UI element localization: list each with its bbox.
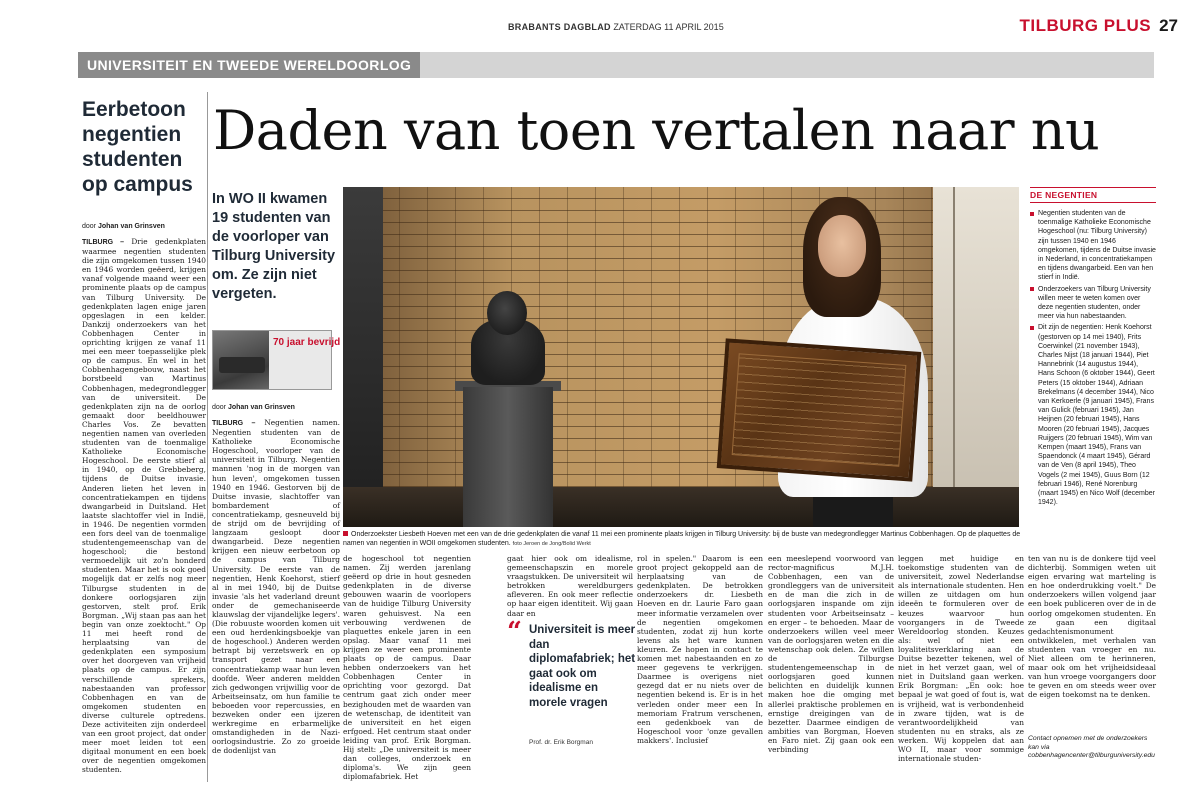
main-headline: Daden van toen vertalen naar nu <box>213 99 1100 162</box>
section-header <box>1019 16 1178 36</box>
photo-credit: foto Jeroen de Jong/Bolid Werkt <box>512 541 591 547</box>
main-article-column-6 <box>898 554 1024 780</box>
side-article-body <box>82 237 206 777</box>
woman-face <box>818 215 866 277</box>
main-article-dateline: TILBURG – <box>212 420 256 427</box>
sidebar-de-negentien <box>1030 187 1156 527</box>
main-article-column-7 <box>1028 554 1156 732</box>
main-article-column-4 <box>637 554 763 780</box>
promo-70-jaar-bevrijd <box>212 330 341 390</box>
main-article-column-2 <box>343 554 471 780</box>
section-name: TILBURG PLUS <box>1019 16 1152 35</box>
quote-mark-icon: “ <box>507 617 522 647</box>
column-text: Negentien namen. Negentien studenten van de Katholieke Economische Hogeschool, voorloper van de universiteit in Tilburg. Negentien mannen 'nog in de morgen van hun leven', omgekomen tussen 1940 en 1946. Gestorven bij de Duitse invasie, slachtoffer van bombardement of concentratiekamp, gesneuveld bij de strijd om de bevrijding of langzaam gesloopt door dwangarbeid. Deze negentien krijgen een nieuw eerbetoon op de campus van Tilburg University. De eerste van de negentien, Henk Koehorst, stierf al in mei 1940, bij de Duitse invasie 'als het vaderland dreunt onder de gemechaniseerde klauwslag der vijandelijke legers'. (Die robuuste woorden komen uit een oud herdenkingsboekje van de hogeschool.) Anderen werden betrapt bij verzetswerk en op transport gezet naar een concentratiekamp waar hun leven doofde. Weer anderen meldden zich gedwongen vrijwillig voor de Arbeitseinsatz, om hun familie te beboeden voor repercussies, en bezweken onder een ijzeren werkregime en erbarmelijke omstandigheden in de Nazi-oorlogsindustrie. Zo zo groeide de dodenlijst van <box>212 418 340 756</box>
main-article-column-3 <box>507 554 633 618</box>
masthead <box>0 0 1200 48</box>
article-intro: In WO II kwamen 19 studenten van de voorloper van Tilburg University om. Ze zijn niet vergeten. <box>212 191 336 302</box>
contact-info: Contact opnemen met de onderzoekers kan via cobbenhagencenter@tilburguniversity.edu <box>1028 735 1155 760</box>
promo-label: 70 jaar bevrijd <box>273 337 341 348</box>
caption-square-icon <box>343 531 348 536</box>
pull-quote-author: Prof. dr. Erik Borgman <box>529 739 593 746</box>
byline-prefix: door <box>212 404 227 411</box>
topic-banner-label: UNIVERSITEIT EN TWEEDE WERELDOORLOG <box>78 52 420 78</box>
pedestal <box>463 387 553 527</box>
sidebar-title: DE NEGENTIEN <box>1030 187 1156 203</box>
window-left <box>343 187 383 487</box>
column-divider <box>207 92 208 782</box>
side-article-headline: Eerbetoon negentien studenten op campus <box>82 98 193 196</box>
byline-prefix: door <box>82 223 97 230</box>
main-article-column-1 <box>212 418 340 780</box>
sidebar-bullet: Dit zijn de negentien: Henk Koehorst (gestorven op 14 mei 1940), Frits Coerwinkel (21 november 1943), Charles Nijst (18 januari 1944), Piet Hannebrink (14 augustus 1944), Hans Schoon (6 oktober 1944), Geert Peters (15 oktober 1944), Adriaan Brekelmans (4 december 1944), Nico van Kerkoerle (9 januari 1945), Frans van Gulick (februari 1945), Jan Heijnen (20 februari 1945), Hans Mooren (20 februari 1945), Jacques Ruijgers (20 februari 1945), Wim van Kempen (maart 1945), Frans van Spaendonck (4 maart 1945), Gérard van de Ven (8 april 1945), Theo Vogels (2 mei 1945), Guus Born (12 februari 1946), René Norenburg (maart 1945) en Nico Wolf (december 1942). <box>1030 323 1156 507</box>
side-article-text: Drie gedenkplaten waarmee negentien studenten die zijn omgekomen tussen 1940 en 1946 worden geëerd, krijgen vanaf volgende maand weer een prominente plaats op de campus van Tilburg University. De gedenkplaten lagen enige jaren opgeslagen in een kelder. Dankzij onderzoekers van het Cobbenhagen Center in oprichting krijgen ze vanaf 11 mei een meer toepasselijke plek op de campus. En wel in het Cobbenhagengebouw, naast het borstbeeld van Martinus Cobbenhagen, medegrondlegger van de universiteit. De gedenkplaten zijn na de oorlog gemaakt door beeldhouwer Charles Vos. Ze bevatten negentien namen van overleden studenten van de toenmalige Katholieke Economische Hogeschool. De eerste stierf al in 1940, op de Grebbeberg, tijdens de Duitse invasie. Anderen lieten het leven in concentratiekampen en tijdens dwangarbeid in Duitsland. Het laatste slachtoffer viel in Indië, in 1946. De negentien vormden een fors deel van de toenmalige studentengemeenschap van de hogeschool; die bestond vermoedelijk uit zo'n honderd studenten. Maar het is ook goed mogelijk dat er zelfs nog meer Tilburgse studenten in de donkere oorlogsjaren zijn gestorven, stelt prof. Erik Borgman. „Wij staan pas aan het begin van onze zoektocht." Op 11 mei heeft rond de herplaatsing van de gedenkplaten een symposium over het doorgeven van vrijheid plaats op de campus. Er zijn verschillende sprekers, nabestaanden van professor Cobbenhagen en van de omgekomen studenten en diverse culturele optredens. Deze activiteiten zijn onderdeel van een groot project, dat onder meer moet leiden tot een digitaal monument en een boek over de negentien omgekomen studenten. <box>82 237 206 775</box>
publication-date: ZATERDAG 11 APRIL 2015 <box>613 22 724 32</box>
sidebar-bullet: Onderzoekers van Tilburg University willen meer te weten komen over deze negentien studenten, onder meer via hun nabestaanden. <box>1030 285 1156 322</box>
main-article-byline <box>212 404 340 411</box>
column-text: gaat hier ook om idealisme, gemeenschapszin en morele vraagstukken. De universiteit wil betrokken wereldburgers afleveren. En ook meer reflectie op haar eigen identiteit. Wij gaan daar en <box>507 554 633 618</box>
side-article-byline <box>82 223 206 230</box>
main-article-column-5 <box>768 554 894 780</box>
column-text: rol in spelen." Daarom is een groot project gekoppeld aan de herplaatsing van de gedenkplaten. De betrokken onderzoekers dr. Liesbeth Hoeven en dr. Laurie Faro gaan meer informatie verzamelen over de negentien omgekomen studenten, zodat zij hun korte levens als het ware kunnen kleuren. Ze hopen in contact te komen met nabestaanden en zo meer gegevens te verkrijgen. Daarmee is overigens niet gezegd dat er nu niets over de negentien bekend is. Er is in het verleden onder meer een In memoriam Fratrum verschenen, een gedenkboek van de Hogeschool voor 'onze gevallen makkers'. Inclusief <box>637 554 763 745</box>
promo-photo <box>213 331 269 389</box>
masthead-info <box>508 22 724 32</box>
byline-author: Johan van Grinsven <box>97 223 165 230</box>
window-right <box>933 187 1019 487</box>
column-text: een meeslepend voorwoord van rector-magnificus M.J.H. Cobbenhagen, een van de grondleggers van de universiteit en de man die zich in de oorlogsjaren inspande om zijn studenten voor Arbeitseinsatz – en erger – te behoeden. Maar de onderzoekers willen veel meer van de oorlogsjaren weten en die wetenschap ook delen. Ze willen de Tilburgse studentengemeenschap in de oorlogsjaren goed kunnen belichten en duidelijk kunnen maken hoe die omging met allerlei praktische problemen en ernstige dreigingen van de bezetter. Daarmee eindigen de ambities van Borgman, Hoeven en Faro niet. Zij gaan ook een verbinding <box>768 554 894 754</box>
pull-quote-text: Universiteit is meer dan diplomafabriek; het gaat ook om idealisme en morele vragen <box>529 624 636 709</box>
topic-banner <box>78 52 1154 78</box>
byline-author: Johan van Grinsven <box>227 404 295 411</box>
side-article-dateline: TILBURG – <box>82 239 124 246</box>
newspaper-name: BRABANTS DAGBLAD <box>508 22 611 32</box>
bust-head <box>487 291 527 335</box>
photo-caption <box>343 530 1023 549</box>
sidebar-bullet: Negentien studenten van de toenmalige Katholieke Economische Hogeschool (nu: Tilburg University) zijn tussen 1940 en 1946 omgekomen, tijdens de Duitse invasie in Nederland, in concentratiekampen en tijdens dwangarbeid. Een van hen stierf in Indië. <box>1030 209 1156 283</box>
page-number: 27 <box>1159 16 1178 35</box>
sidebar-body <box>1030 209 1156 508</box>
column-text: ten van nu is de donkere tijd veel dichterbij. Sommigen weten uit eigen ervaring wat marteling is en hoe onderdrukking voelt." De onderzoekers willen volgend jaar een boek publiceren over de in de oorlog omgekomen studenten. En ze gaan een digitaal gedachtenismonument ontwikkelen, met verhalen van studenten van vroeger en nu. Niet alleen om te herinneren, maar ook om het vrijheidsideaal van hun vroege voorgangers door te geven en om steeds weer over de eigen toekomst na te denken. <box>1028 554 1156 700</box>
column-text: de hogeschool tot negentien namen. Zij werden jarenlang geëerd op drie in hout gesneden gedenkplaten in de diverse gebouwen waarin de voorlopers van de huidige Tilburg University waren gehuisvest. Na een verbouwing verdwenen de plaquettes enkele jaren in een opslag. Maar vanaf 11 mei krijgen ze weer een prominente plaats op de campus. Daar hebben onderzoekers van het Cobbenhagen Center in oprichting voor gezorgd. Dat centrum gaat zich onder meer bezighouden met de waarden van de wetenschap, de identiteit van de universiteit en het eigen erfgoed. Het centrum staat onder leiding van prof. Erik Borgman. Hij stelt: „De universiteit is meer dan colleges, onderzoek en diploma's. We zijn geen diplomafabriek. Het <box>343 554 471 782</box>
column-text: leggen met huidige en toekomstige studenten van de universiteit, zowel Nederlandse als internationale studenten. Hen willen ze uitdagen om hun ideeën te formuleren over de keuzes waarvoor hun voorgangers in de Tweede Wereldoorlog stonden. Keuzes als: wel of niet een loyaliteitsverklaring aan de Duitse bezetter tekenen, wel of niet in het verzet gaan, wel of niet in Duitsland gaan werken. Erik Borgman: „En ook: hoe bepaal je wat goed of fout is, wat is vrijheid, wat is verbondenheid in zware tijden, wat is de verantwoordelijkheid van studenten nu en straks, als ze werken. Wij koppelen dat aan WO II, maar voor sommige internationale studen- <box>898 554 1024 764</box>
article-photo <box>343 187 1019 527</box>
memorial-plaque <box>717 338 922 481</box>
caption-text: Onderzoekster Liesbeth Hoeven met een van de drie gedenkplaten die vanaf 11 mei een prominente plaats krijgen in Tilburg University: bij de buste van medegrondlegger Martinus Cobbenhagen. Op de plaquettes de namen van negentien in WOII omgekomen studenten. <box>343 531 1021 547</box>
